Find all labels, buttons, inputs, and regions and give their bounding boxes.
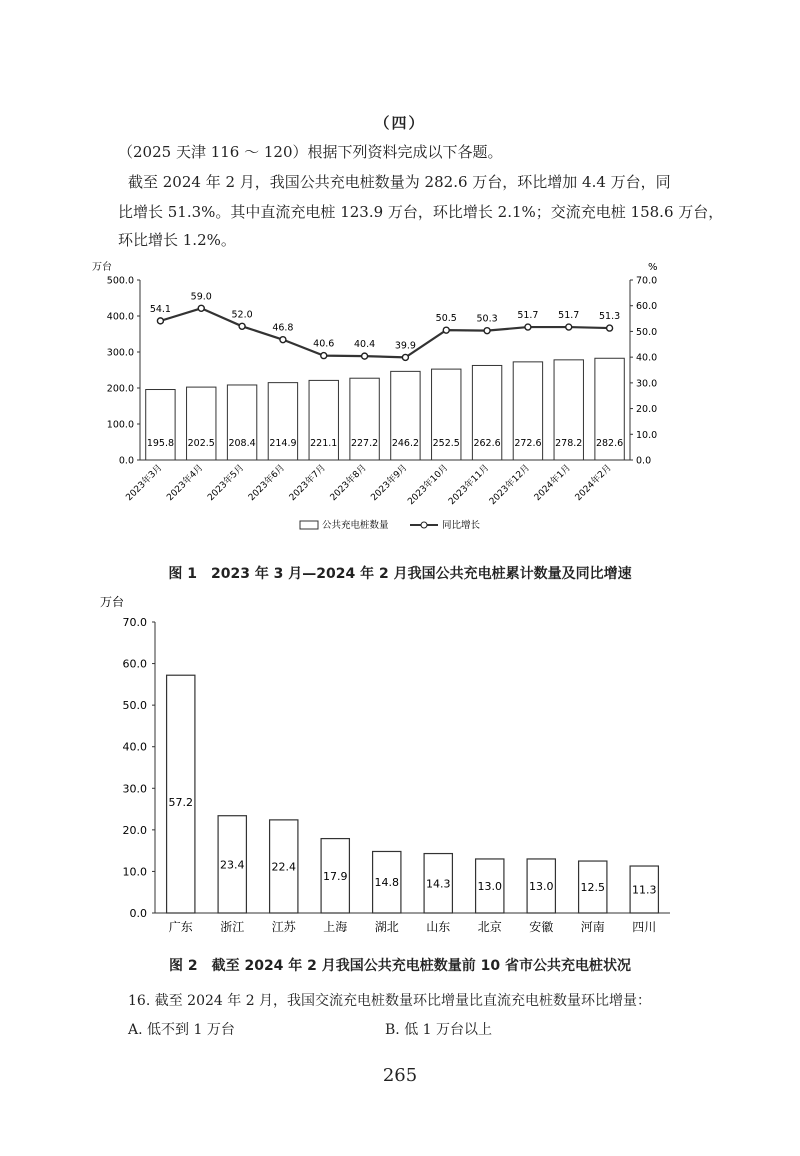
bar-value-label: 221.1 [310, 438, 338, 449]
yoy-point [402, 354, 408, 360]
yoy-point [362, 353, 368, 359]
right-tick-label: 20.0 [636, 404, 658, 416]
bar-value-label: 22.4 [271, 860, 296, 874]
y-tick-label: 40.0 [122, 740, 147, 754]
paragraph-line-1: 截至 2024 年 2 月，我国公共充电桩数量为 282.6 万台，环比增加 4.4 万台，同 [128, 173, 671, 191]
right-tick-label: 30.0 [636, 378, 658, 390]
x-tick-label: 2023年3月 [124, 463, 165, 504]
right-tick-label: 70.0 [636, 275, 658, 287]
bar-value-label: 246.2 [391, 438, 420, 449]
x-tick-label: 2023年6月 [246, 463, 288, 504]
y-axis-unit: 万台 [100, 595, 125, 609]
y-tick-label: 50.0 [122, 699, 147, 713]
yoy-value-label: 39.9 [394, 340, 416, 352]
option-a: A. 低不到 1 万台 [128, 1022, 235, 1038]
bar-value-label: 17.9 [323, 869, 348, 883]
right-tick-label: 0.0 [636, 455, 652, 467]
yoy-value-label: 59.0 [190, 291, 212, 303]
right-tick-label: 40.0 [636, 352, 658, 364]
yoy-point [157, 318, 163, 324]
x-tick-label: 2023年7月 [287, 463, 328, 504]
left-tick-label: 200.0 [106, 383, 134, 395]
chart-top10-provinces [100, 590, 690, 950]
bar-value-label: 272.6 [514, 438, 542, 449]
x-tick-label: 2023年12月 [487, 463, 533, 508]
right-tick-label: 50.0 [636, 326, 658, 338]
yoy-point [607, 325, 613, 331]
yoy-value-label: 51.7 [558, 310, 580, 322]
x-tick-label: 广东 [168, 920, 193, 934]
x-tick-label: 2023年9月 [369, 463, 410, 504]
bar-value-label: 282.6 [595, 438, 624, 449]
legend-bar-swatch [300, 521, 318, 529]
yoy-point [239, 323, 245, 329]
x-tick-label: 四川 [632, 920, 657, 934]
yoy-point [566, 324, 572, 330]
paragraph-line-2: 比增长 51.3%。其中直流充电桩 123.9 万台，环比增长 2.1%；交流充电桩 158.6 万台， [118, 203, 724, 221]
x-tick-label: 2024年1月 [532, 463, 573, 504]
x-tick-label: 河南 [580, 920, 605, 934]
x-tick-label: 2023年4月 [165, 463, 206, 504]
x-tick-label: 2023年8月 [328, 463, 369, 504]
left-tick-label: 300.0 [106, 347, 134, 359]
y-tick-label: 60.0 [122, 657, 147, 671]
paragraph-line-3: 环比增长 1.2%。 [118, 231, 236, 249]
right-axis-unit: % [648, 262, 658, 273]
bar-value-label: 12.5 [580, 881, 605, 895]
yoy-point [484, 328, 490, 334]
x-tick-label: 北京 [477, 920, 502, 934]
bar-value-label: 262.6 [473, 438, 501, 449]
x-tick-label: 2023年5月 [206, 463, 247, 504]
yoy-point [525, 324, 531, 330]
x-tick-label: 安徽 [529, 920, 554, 934]
bar-value-label: 13.0 [477, 879, 502, 893]
yoy-value-label: 54.1 [149, 303, 171, 315]
yoy-value-label: 50.5 [435, 313, 457, 325]
bar-value-label: 202.5 [187, 438, 215, 449]
yoy-value-label: 40.4 [354, 339, 376, 351]
legend-line-label: 同比增长 [442, 520, 481, 531]
bar-value-label: 278.2 [555, 438, 583, 449]
left-tick-label: 100.0 [106, 419, 134, 431]
left-tick-label: 500.0 [106, 275, 134, 287]
yoy-line [160, 308, 609, 357]
yoy-value-label: 46.8 [272, 322, 294, 334]
bar [146, 390, 175, 460]
y-tick-label: 20.0 [122, 823, 147, 837]
yoy-point [198, 305, 204, 311]
figure-2-caption: 图 2 截至 2024 年 2 月我国公共充电桩数量前 10 省市公共充电桩状况 [168, 958, 632, 974]
bar-value-label: 14.8 [374, 876, 399, 890]
yoy-point [321, 353, 327, 359]
option-b: B. 低 1 万台以上 [385, 1022, 492, 1038]
yoy-value-label: 51.3 [599, 311, 621, 323]
yoy-value-label: 51.7 [517, 310, 539, 322]
bar-value-label: 57.2 [168, 795, 193, 809]
bar-value-label: 252.5 [432, 438, 460, 449]
x-tick-label: 2024年2月 [573, 463, 614, 504]
x-tick-label: 2023年11月 [447, 463, 492, 508]
section-title: （四） [374, 114, 426, 132]
x-tick-label: 上海 [323, 920, 348, 934]
yoy-value-label: 52.0 [231, 309, 253, 321]
x-tick-label: 山东 [426, 920, 451, 934]
bar-value-label: 23.4 [220, 858, 245, 872]
yoy-point [280, 337, 286, 343]
bar-value-label: 227.2 [350, 438, 379, 449]
y-tick-label: 70.0 [122, 616, 147, 629]
right-tick-label: 10.0 [636, 429, 658, 441]
bar-value-label: 14.3 [426, 877, 451, 891]
page-number: 265 [382, 1065, 418, 1086]
x-tick-label: 2023年10月 [406, 463, 451, 508]
bar [187, 387, 216, 460]
bar-value-label: 214.9 [269, 438, 297, 449]
y-tick-label: 30.0 [122, 782, 147, 796]
x-tick-label: 浙江 [220, 920, 245, 934]
left-tick-label: 400.0 [106, 311, 134, 323]
x-tick-label: 江苏 [271, 920, 296, 934]
bar-value-label: 195.8 [146, 438, 175, 449]
x-tick-label: 湖北 [374, 920, 399, 934]
yoy-value-label: 40.6 [313, 338, 335, 350]
legend-line-marker [421, 522, 427, 528]
chart-charging-piles-monthly [90, 258, 710, 548]
figure-1-caption: 图 1 2023 年 3 月—2024 年 2 月我国公共充电桩累计数量及同比增速 [168, 566, 632, 582]
legend-bar-label: 公共充电桩数量 [322, 520, 389, 531]
yoy-point [443, 327, 449, 333]
bar-value-label: 208.4 [228, 438, 256, 449]
left-axis-unit: 万台 [92, 262, 112, 273]
bar-value-label: 11.3 [632, 883, 657, 897]
source-line: （2025 天津 116 ～ 120）根据下列资料完成以下各题。 [118, 143, 503, 161]
left-tick-label: 0.0 [118, 455, 134, 467]
y-tick-label: 10.0 [122, 865, 147, 879]
bar [167, 675, 195, 913]
y-tick-label: 0.0 [129, 907, 147, 920]
right-tick-label: 60.0 [636, 301, 658, 313]
yoy-value-label: 50.3 [476, 313, 498, 325]
question-stem: 16. 截至 2024 年 2 月，我国交流充电桩数量环比增量比直流充电桩数量环比增量： [128, 993, 652, 1009]
bar-value-label: 13.0 [529, 879, 554, 893]
